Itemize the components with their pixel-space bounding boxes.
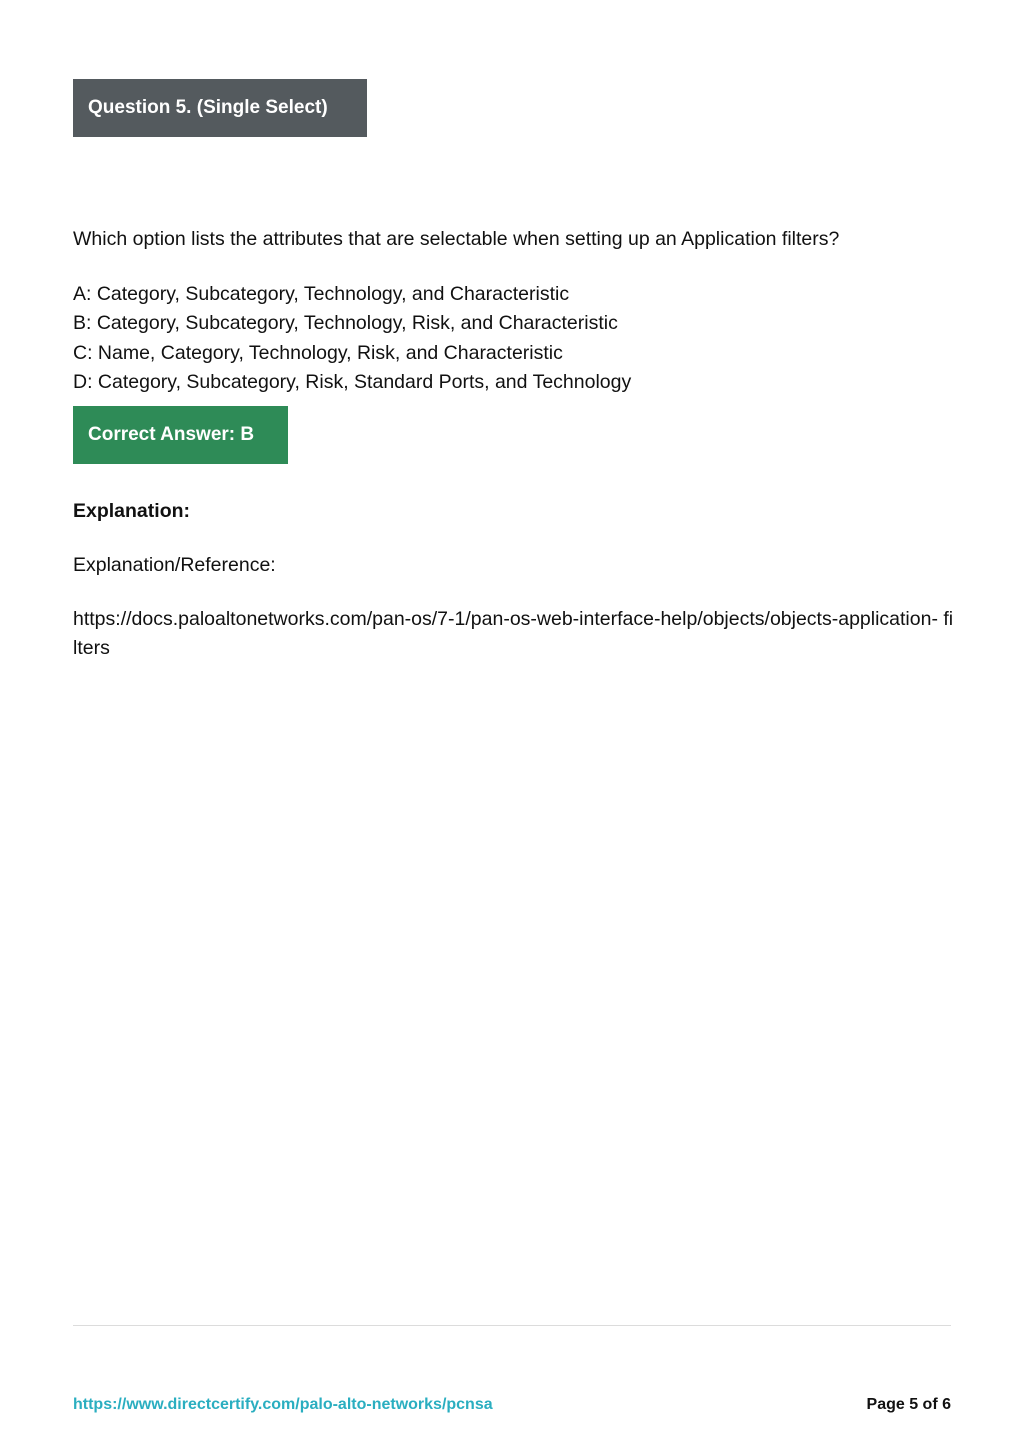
- question-header: Question 5. (Single Select): [73, 79, 367, 137]
- correct-answer-badge: Correct Answer: B: [73, 406, 288, 464]
- explanation-reference-label: Explanation/Reference:: [73, 554, 276, 576]
- question-text: Which option lists the attributes that are selectable when setting up an Application filters?: [73, 228, 840, 250]
- page-number: Page 5 of 6: [866, 1396, 951, 1413]
- explanation-reference-url: https://docs.paloaltonetworks.com/pan-os/7-1/pan-os-web-interface-help/objects/objects-application- filters: [73, 608, 954, 659]
- answer-option-c: C: Name, Category, Technology, Risk, and Characteristic: [73, 341, 563, 364]
- answer-option-d: D: Category, Subcategory, Risk, Standard Ports, and Technology: [73, 370, 632, 393]
- answer-options-list: [73, 280, 631, 397]
- answer-option-b: B: Category, Subcategory, Technology, Risk, and Characteristic: [73, 312, 618, 335]
- footer-site-link[interactable]: https://www.directcertify.com/palo-alto-networks/pcnsa: [73, 1396, 493, 1413]
- explanation-heading: Explanation:: [73, 500, 191, 522]
- footer-divider: [73, 1325, 951, 1326]
- answer-option-a: A: Category, Subcategory, Technology, and Characteristic: [73, 283, 570, 305]
